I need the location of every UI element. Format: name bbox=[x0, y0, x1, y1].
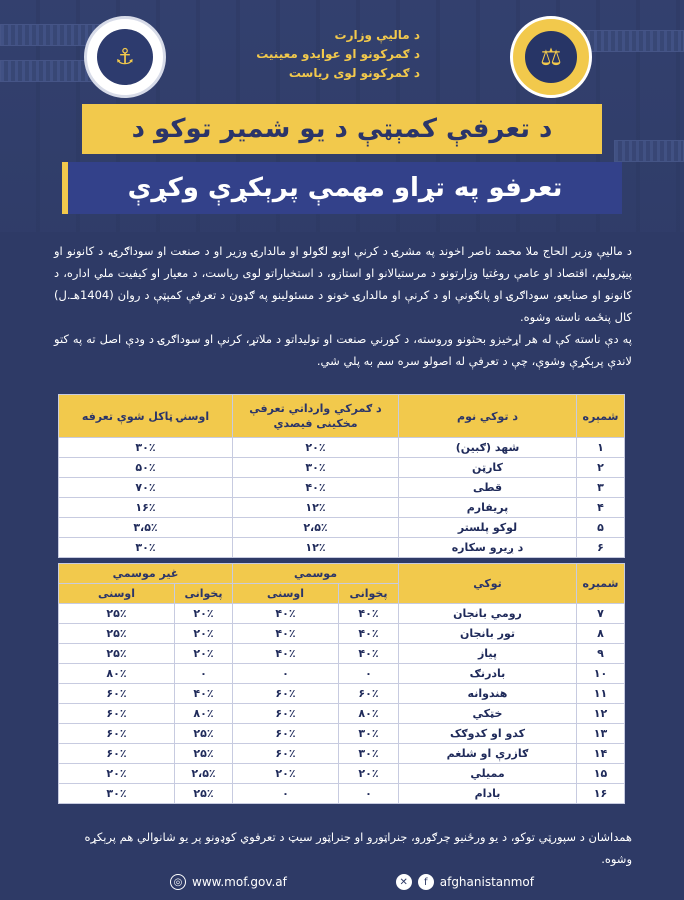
row-number: ۵ bbox=[577, 518, 625, 538]
row-number: ۱۵ bbox=[577, 764, 625, 784]
intro-paragraph: د ماليې وزير الحاج ملا محمد ناصر اخوند په مشرۍ د کرنې اوبو لګولو او مالدارۍ وزير او د صنعت او سوداګرۍ، د کانونو او پيټروليم، اقتصاد او عامې روغتيا وزارتونو د مرستيالانو او استازو، د استخباراتو لوی رياست، د معيار او کيفيت ملي اداره، د کانونو او صنايعو، سوداګرۍ او پانګونې او د کرنې او مالدارۍ خونو د مسئولينو په ګډون د تعرفې کمېټې د روان (1404هـ.ل) کال پنځمه ناسته وشوه. bbox=[54, 244, 632, 324]
nonseasonal-previous: ۲۵٪ bbox=[175, 724, 233, 744]
item-name: ګازرې او شلغم bbox=[399, 744, 577, 764]
nonseasonal-previous: ۲،۵٪ bbox=[175, 764, 233, 784]
seasonal-previous: ۰ bbox=[339, 784, 399, 804]
nonseasonal-current: ۳۰٪ bbox=[59, 784, 175, 804]
nonseasonal-previous: ۲۰٪ bbox=[175, 624, 233, 644]
nonseasonal-current: ۶۰٪ bbox=[59, 744, 175, 764]
nonseasonal-current: ۲۵٪ bbox=[59, 604, 175, 624]
seasonal-current: ۶۰٪ bbox=[233, 684, 339, 704]
row-number: ۹ bbox=[577, 644, 625, 664]
nonseasonal-previous: ۰ bbox=[175, 664, 233, 684]
table-row bbox=[59, 438, 625, 458]
nonseasonal-previous: ۲۵٪ bbox=[175, 784, 233, 804]
new-tariff: ۳۰٪ bbox=[59, 538, 233, 558]
header-item: د توکي نوم bbox=[399, 395, 577, 438]
footer-bar bbox=[0, 864, 684, 900]
nonseasonal-previous: ۲۰٪ bbox=[175, 644, 233, 664]
seasonal-previous: ۴۰٪ bbox=[339, 644, 399, 664]
nonseasonal-current: ۲۰٪ bbox=[59, 764, 175, 784]
row-number: ۳ bbox=[577, 478, 625, 498]
item-name: شهد (ګبين) bbox=[399, 438, 577, 458]
intro-paragraph: په دې ناسته کې له هر اړخيزو بحثونو وروسته، د کورني صنعت او توليداتو د ملاتړ، کرنې او سوداګرۍ د ودې اصل ته په کتو لاندې پرېکړې وشوې، چې د تعرفې له اصولو سره سم به پلي شي. bbox=[54, 332, 632, 368]
item-name: بادرنګ bbox=[399, 664, 577, 684]
row-number: ۱ bbox=[577, 438, 625, 458]
row-number: ۶ bbox=[577, 538, 625, 558]
seasonal-current: ۲۰٪ bbox=[233, 764, 339, 784]
table-row bbox=[59, 784, 625, 804]
item-name: مميلي bbox=[399, 764, 577, 784]
header-number: شمېره bbox=[577, 564, 625, 604]
seasonal-current: ۰ bbox=[233, 784, 339, 804]
ministry-emblem-icon: ⚖ bbox=[522, 28, 580, 86]
seasonal-previous: ۲۰٪ bbox=[339, 764, 399, 784]
seasonal-current: ۴۰٪ bbox=[233, 604, 339, 624]
table-row bbox=[59, 518, 625, 538]
table-row bbox=[59, 704, 625, 724]
seasonal-current: ۶۰٪ bbox=[233, 724, 339, 744]
customs-emblem-icon: ⚓ bbox=[97, 29, 153, 85]
header-item: توکي bbox=[399, 564, 577, 604]
header-seasonal: موسمي bbox=[233, 564, 399, 584]
table-header-row bbox=[59, 395, 625, 438]
x-icon: ✕ bbox=[396, 874, 412, 890]
header-non-seasonal: غير موسمي bbox=[59, 564, 233, 584]
website-link[interactable] bbox=[170, 874, 287, 890]
row-number: ۱۳ bbox=[577, 724, 625, 744]
old-tariff: ۳۰٪ bbox=[233, 458, 399, 478]
old-tariff: ۴۰٪ bbox=[233, 478, 399, 498]
old-tariff: ۲۰٪ bbox=[233, 438, 399, 458]
header-previous-tariff: د ګمرکي وارداتي تعرفې مخکينی فيصدي bbox=[233, 395, 399, 438]
row-number: ۱۲ bbox=[577, 704, 625, 724]
nonseasonal-current: ۶۰٪ bbox=[59, 684, 175, 704]
globe-icon: ◎ bbox=[170, 874, 186, 890]
table-row bbox=[59, 644, 625, 664]
seasonal-previous: ۳۰٪ bbox=[339, 724, 399, 744]
row-number: ۱۴ bbox=[577, 744, 625, 764]
table-row bbox=[59, 458, 625, 478]
item-name: هندوانه bbox=[399, 684, 577, 704]
header-seasonal-previous: پخوانی bbox=[339, 584, 399, 604]
seasonal-current: ۶۰٪ bbox=[233, 744, 339, 764]
row-number: ۱۶ bbox=[577, 784, 625, 804]
table-row bbox=[59, 624, 625, 644]
old-tariff: ۱۲٪ bbox=[233, 498, 399, 518]
ministry-heading bbox=[230, 26, 420, 83]
table-row bbox=[59, 724, 625, 744]
item-name: تور بانجان bbox=[399, 624, 577, 644]
item-name: کارټن bbox=[399, 458, 577, 478]
ministry-logo bbox=[510, 16, 592, 98]
ministry-line: د ماليې وزارت bbox=[334, 28, 420, 42]
ministry-line: د ګمرکونو لوی رياست bbox=[288, 66, 420, 80]
nonseasonal-current: ۲۵٪ bbox=[59, 624, 175, 644]
table-row bbox=[59, 604, 625, 624]
row-number: ۲ bbox=[577, 458, 625, 478]
nonseasonal-current: ۶۰٪ bbox=[59, 704, 175, 724]
old-tariff: ۱۲٪ bbox=[233, 538, 399, 558]
new-tariff: ۱۶٪ bbox=[59, 498, 233, 518]
nonseasonal-current: ۶۰٪ bbox=[59, 724, 175, 744]
intro-text bbox=[54, 240, 632, 372]
table-row bbox=[59, 478, 625, 498]
row-number: ۱۱ bbox=[577, 684, 625, 704]
item-name: بادام bbox=[399, 784, 577, 804]
table-row bbox=[59, 744, 625, 764]
facebook-icon: f bbox=[418, 874, 434, 890]
item-name: پياز bbox=[399, 644, 577, 664]
row-number: ۷ bbox=[577, 604, 625, 624]
nonseasonal-current: ۲۵٪ bbox=[59, 644, 175, 664]
social-handle[interactable] bbox=[396, 874, 534, 890]
seasonal-previous: ۶۰٪ bbox=[339, 684, 399, 704]
title-line-1: د تعرفې کمېټې د يو شمير توکو د bbox=[82, 104, 602, 154]
row-number: ۴ bbox=[577, 498, 625, 518]
header-number: شمېره bbox=[577, 395, 625, 438]
decor-container bbox=[614, 140, 684, 162]
customs-logo bbox=[84, 16, 166, 98]
table-row bbox=[59, 764, 625, 784]
header-current-tariff: اوسنۍ ټاکل شوې تعرفه bbox=[59, 395, 233, 438]
nonseasonal-previous: ۲۰٪ bbox=[175, 604, 233, 624]
nonseasonal-previous: ۴۰٪ bbox=[175, 684, 233, 704]
seasonal-previous: ۳۰٪ bbox=[339, 744, 399, 764]
new-tariff: ۳۰٪ bbox=[59, 438, 233, 458]
old-tariff: ۲،۵٪ bbox=[233, 518, 399, 538]
row-number: ۸ bbox=[577, 624, 625, 644]
item-name: پريفارم bbox=[399, 498, 577, 518]
seasonal-current: ۴۰٪ bbox=[233, 644, 339, 664]
table-header-row bbox=[59, 564, 625, 584]
seasonal-current: ۰ bbox=[233, 664, 339, 684]
nonseasonal-previous: ۸۰٪ bbox=[175, 704, 233, 724]
tariff-table-2 bbox=[58, 563, 625, 804]
website-text: www.mof.gov.af bbox=[192, 875, 287, 889]
nonseasonal-previous: ۲۵٪ bbox=[175, 744, 233, 764]
seasonal-previous: ۰ bbox=[339, 664, 399, 684]
seasonal-previous: ۸۰٪ bbox=[339, 704, 399, 724]
item-name: خټکي bbox=[399, 704, 577, 724]
seasonal-previous: ۴۰٪ bbox=[339, 604, 399, 624]
row-number: ۱۰ bbox=[577, 664, 625, 684]
handle-text: afghanistanmof bbox=[439, 875, 534, 889]
footer-note: همداشان د سپورټي توکو، د يو ورځنيو چرګورو، جنراټورو او جنراټور سيټ د تعرفوي کوډونو پر يو شانوالي هم پرېکړه وشوه. bbox=[84, 830, 632, 866]
new-tariff: ۳،۵٪ bbox=[59, 518, 233, 538]
seasonal-current: ۴۰٪ bbox=[233, 624, 339, 644]
ministry-line: د ګمرکونو او عوايدو معينيت bbox=[256, 47, 420, 61]
new-tariff: ۵۰٪ bbox=[59, 458, 233, 478]
seasonal-previous: ۴۰٪ bbox=[339, 624, 399, 644]
table-row bbox=[59, 498, 625, 518]
item-name: قطی bbox=[399, 478, 577, 498]
header-seasonal-current: اوسنی bbox=[233, 584, 339, 604]
item-name: د ږيرو سکاره bbox=[399, 538, 577, 558]
tariff-table-1 bbox=[58, 394, 625, 558]
table-row bbox=[59, 664, 625, 684]
new-tariff: ۷۰٪ bbox=[59, 478, 233, 498]
seasonal-current: ۶۰٪ bbox=[233, 704, 339, 724]
table-row bbox=[59, 684, 625, 704]
item-name: لوکو پلستر bbox=[399, 518, 577, 538]
header-nonseasonal-current: اوسنی bbox=[59, 584, 175, 604]
header-nonseasonal-previous: پخوانی bbox=[175, 584, 233, 604]
item-name: کدو او کدوګک bbox=[399, 724, 577, 744]
table-row bbox=[59, 538, 625, 558]
title-line-2: تعرفو په تړاو مهمې پرېکړې وکړې bbox=[62, 162, 622, 214]
item-name: رومي بانجان bbox=[399, 604, 577, 624]
nonseasonal-current: ۸۰٪ bbox=[59, 664, 175, 684]
